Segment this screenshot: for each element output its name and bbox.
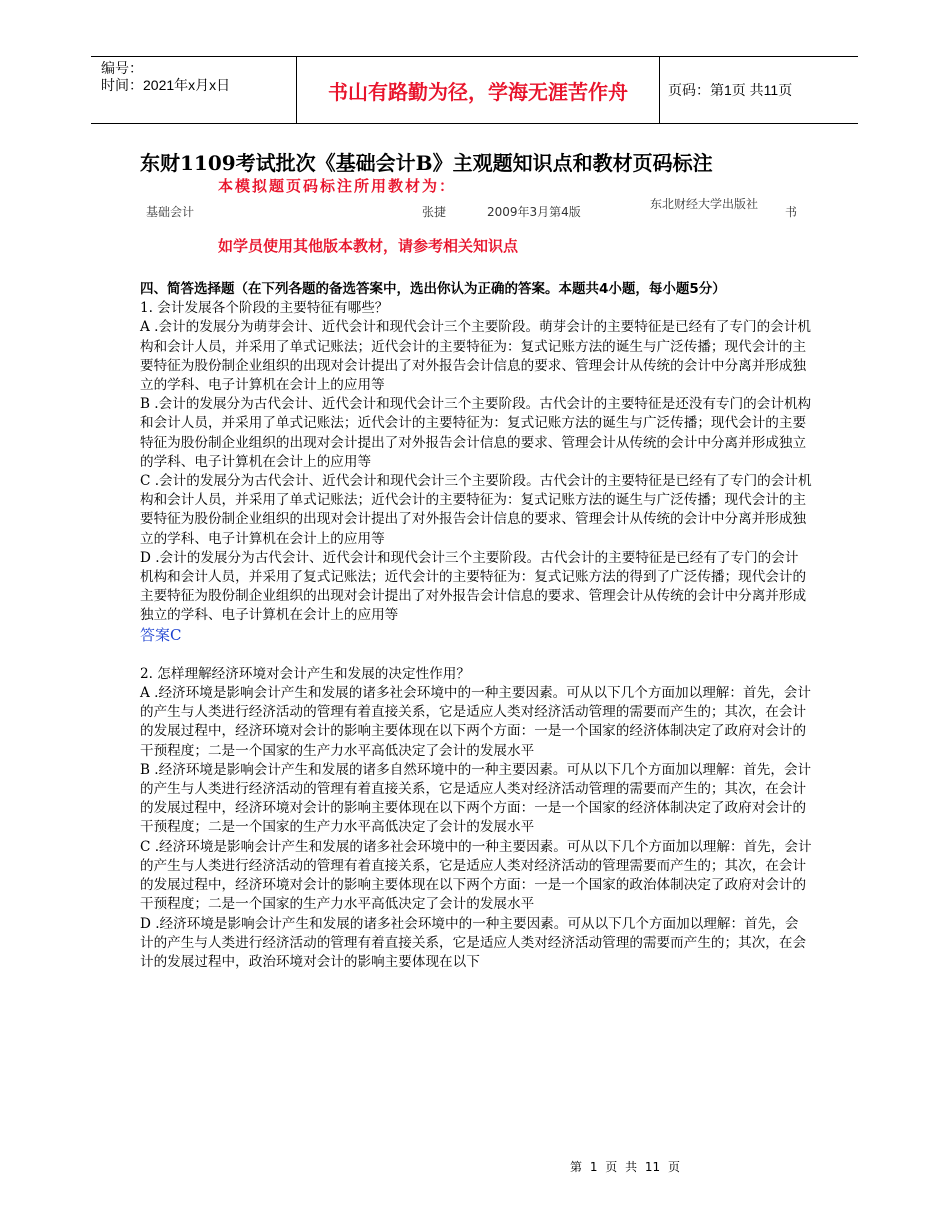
page-footer: 第 1 页 共 11 页 <box>570 1160 680 1174</box>
document-title: 东财1109考试批次《基础会计B》主观题知识点和教材页码标注 <box>140 151 713 175</box>
section-heading: 四、简答选择题（在下列各题的备选答案中，选出你认为正确的答案。本题共4小题，每小题5分） <box>140 281 726 297</box>
option-1b: B .会计的发展分为古代会计、近代会计和现代会计三个主要阶段。古代会计的主要特征是还没有专门的会计机构和会计人员，并采用了单式记账法；近代会计的主要特征为：复式记账方法的诞生与广泛传播；现代会计的主要特征为股份制企业组织的出现对会计提出了对外报告会计信息的要求、管理会计从传统的会计中分离并形成独立的学科、电子计算机在会计上的应用等 <box>140 396 812 470</box>
question-2: 2. 怎样理解经济环境对会计产生和发展的决定性作用？ <box>140 665 470 682</box>
option-1c: C .会计的发展分为古代会计、近代会计和现代会计三个主要阶段。古代会计的主要特征是已经有了专门的会计机构和会计人员，并采用了单式记账法；近代会计的主要特征为：复式记账方法的诞生与广泛传播；现代会计的主要特征为股份制企业组织的出现对会计提出了对外报告会计信息的要求、管理会计从传统的会计中分离并形成独立的学科、电子计算机在会计上的应用等 <box>140 473 812 547</box>
option-2a: A .经济环境是影响会计产生和发展的诸多社会环境中的一种主要因素。可从以下几个方面加以理解：首先，会计的产生与人类进行经济活动的管理有着直接关系，它是适应人类对经济活动管理的需要而产生的；其次，在会计的发展过程中，经济环境对会计的影响主要体现在以下两个方面：一是一个国家的经济体制决定了政府对会计的干预程度；二是一个国家的生产力水平高低决定了会计的发展水平 <box>140 685 811 759</box>
header-table <box>91 56 858 124</box>
textbook-subtitle: 本模拟题页码标注所用教材为： <box>218 177 457 195</box>
option-2b: B .经济环境是影响会计产生和发展的诸多自然环境中的一种主要因素。可从以下几个方面加以理解：首先，会计的产生与人类进行经济活动的管理有着直接关系，它是适应人类对经济活动管理的需要而产生的；其次，在会计的发展过程中，经济环境对会计的影响主要体现在以下两个方面：一是一个国家的经济体制决定了政府对会计的干预程度；二是一个国家的生产力水平高低决定了会计的发展水平 <box>140 761 812 836</box>
answer-1: 答案C <box>140 625 182 644</box>
book-publisher: 东北财经大学出版社 <box>650 197 759 211</box>
content <box>140 280 812 972</box>
book-edition: 2009年3月第4版 <box>487 205 581 219</box>
book-type: 书 <box>785 205 798 219</box>
question-1: 1. 会计发展各个阶段的主要特征有哪些？ <box>140 300 389 317</box>
option-2d: D .经济环境是影响会计产生和发展的诸多社会环境中的一种主要因素。可从以下几个方面加以理解：首先，会计的产生与人类进行经济活动的管理有着直接关系，它是适应人类对经济活动管理的需要而产生的；其次，在会计的发展过程中，政治环境对会计的影响主要体现在以下 <box>140 915 807 970</box>
header-page-info: 页码：第1页 共11页 <box>668 82 793 98</box>
number-label: 编号： <box>101 60 143 76</box>
header-meta <box>91 57 296 123</box>
header-motto: 书山有路勤为径，学海无涯苦作舟 <box>296 57 660 123</box>
spacer <box>140 645 812 665</box>
book-author: 张捷 <box>422 205 447 219</box>
option-1a: A .会计的发展分为萌芽会计、近代会计和现代会计三个主要阶段。萌芽会计的主要特征是已经有了专门的会计机构和会计人员，并采用了单式记账法；近代会计的主要特征为：复式记账方法的诞生与广泛传播；现代会计的主要特征为股份制企业组织的出现对会计提出了对外报告会计信息的要求、管理会计从传统的会计中分离并形成独立的学科、电子计算机在会计上的应用等 <box>140 319 811 394</box>
option-2c: C .经济环境是影响会计产生和发展的诸多社会环境中的一种主要因素。可从以下几个方面加以理解：首先，会计的产生与人类进行经济活动的管理有着直接关系，它是适应人类对经济活动的管理需要而产生的；其次，在会计的发展过程中，经济环境对会计的影响主要体现在以下两个方面：一是一个国家的政治体制决定了政府对会计的干预程度；二是一个国家的生产力水平高低决定了会计的发展水平 <box>140 838 812 913</box>
option-1d: D .会计的发展分为古代会计、近代会计和现代会计三个主要阶段。古代会计的主要特征是已经有了专门的会计机构和会计人员，并采用了复式记账法；近代会计的主要特征为：复式记账方法的得到了广泛传播；现代会计的主要特征为股份制企业组织的出现对会计提出了对外报告会计信息的要求、管理会计从传统的会计中分离并形成独立的学科、电子计算机在会计上的应用等 <box>140 549 807 624</box>
book-name: 基础会计 <box>146 205 195 219</box>
version-note: 如学员使用其他版本教材，请参考相关知识点 <box>218 237 519 255</box>
time-label: 时间：2021年x月x日 <box>101 77 231 93</box>
